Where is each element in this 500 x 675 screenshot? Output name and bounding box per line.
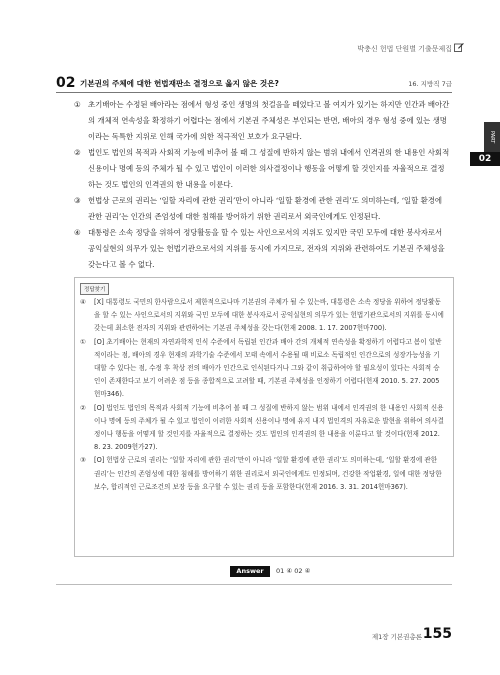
explanation-item [80,454,444,494]
explanation-item [80,296,444,336]
option-mark: ④ [74,228,81,237]
option-item [74,193,450,225]
option-mark: ② [74,148,81,157]
question-title: 기본권의 주체에 대한 헌법재판소 결정으로 옳지 않은 것은? [80,79,279,88]
question-number: 02 [56,75,76,91]
explanation-text: [O] 초기배아는 현재의 자연과학적 인식 수준에서 독립된 인간과 배아 간의 개체적 연속성을 확정하기 어렵다고 봄이 일반적이라는 점, 배아의 경우 현재의 과학기술 수준에서 모태 속에서 수용될 때 비로소 독립적인 인간으로의 성장가능성을 기대할 수 있다는 점, 수정 후 착상 전의 배아가 인간으로 인식된다거나 그와 같이 취급하여야 할 필요성이 있다는 사회적 승인이 존재한다고 보기 어려운 점 등을 종합적으로 고려할 때, 기본권 주체성을 인정하기 어렵다(헌재 2010. 5. 27. 2005헌마346). [94,337,442,399]
answer-bar [230,566,310,577]
option-mark: ① [74,100,81,109]
explanation-label: 정답찾기 [80,283,109,295]
pencil-icon [454,42,464,52]
explanation-mark: ④ [80,298,86,306]
header-title: 박충신 헌법 단원별 기출문제집 [357,45,452,53]
footer-chapter: 제1장 기본권총론 [371,633,422,641]
explanation-text: [O] 헌법상 근로의 권리는 ‘일할 자리에 관한 권리’만이 아니라 ‘일할 환경에 관한 권리’도 의미하는데, ‘일할 환경에 관한 권리’는 인간의 존엄성에 대한 침해를 방어하기 위한 권리로서 외국인에게도 인정되며, 건강한 작업환경, 일에 대한 정당한 보수, 합리적인 근로조건의 보장 등을 요구할 수 있는 권리 등을 포함한다(헌재 2016. 3. 31. 2014헌마367). [94,456,442,491]
question-options [74,97,450,273]
question-divider [56,92,452,93]
option-item [74,225,450,273]
answer-value: 01 ④ 02 ④ [276,567,311,575]
question-source: 16. 지방직 7급 [408,80,452,88]
explanation-text: [X] 대통령도 국민의 한사람으로서 제한적으로나마 기본권의 주체가 될 수 있는바, 대통령은 소속 정당을 위하여 정당활동을 할 수 있는 사인으로서의 지위와 국민 모두에 대한 봉사자로서 공익실현의 의무가 있는 헌법기관으로서의 지위를 동시에 갖는데 최소한 전자의 지위와 관련하여는 기본권 주체성을 갖는다(헌재 2008. 1. 17. 2007헌마700). [94,298,444,333]
explanation-mark: ② [80,403,86,412]
part-number: 02 [470,152,500,166]
explanation-item [80,336,444,402]
option-mark: ③ [74,196,81,205]
explanation-mark: ① [80,337,86,346]
explanation-list [80,296,444,494]
explanation-text: [O] 법인도 법인의 목적과 사회적 기능에 비추어 볼 때 그 성질에 반하지 않는 범위 내에서 인격권의 한 내용인 사회적 신용이나 명예 등의 주체가 될 수 있고 법인이 이러한 사회적 신용이나 명예 유지 내지 법인격의 자유로운 발현을 위하여 의사결정이나 행동을 어떻게 할 것인지를 자율적으로 결정하는 것도 법인의 인격권의 한 내용을 이룬다고 할 것이다(헌재 2012. 8. 23. 2009헌가27). [94,403,444,452]
option-text: 초기배아는 수정된 배아라는 점에서 형성 중인 생명의 첫걸음을 떼었다고 볼 여지가 있기는 하지만 인간과 배아간의 개체적 연속성을 확정하기 어렵다는 점에서 기본권 주체성은 부인되는 반면, 배아의 경우 형성 중에 있는 생명이라는 독특한 지위로 인해 국가에 의한 적극적인 보호가 요구된다. [88,100,450,141]
option-text: 법인도 법인의 목적과 사회적 기능에 비추어 볼 때 그 성질에 반하지 않는 범위 내에서 인격권의 한 내용인 사회적 신용이나 명예 등의 주체가 될 수 있고 법인이 이러한 의사결정이나 행동을 어떻게 할 것인지를 자율적으로 결정하는 것도 법인의 인격권의 한 내용을 이룬다. [88,148,450,189]
part-side-tab [462,122,500,166]
option-item [74,97,450,145]
option-item [74,145,450,193]
footer-divider [56,584,452,585]
page-number: 155 [422,626,452,642]
explanation-mark: ③ [80,456,86,465]
explanation-item [80,402,444,455]
answer-label: Answer [230,566,270,577]
option-text: 대통령은 소속 정당을 위하여 정당활동을 할 수 있는 사인으로서의 지위도 있지만 국민 모두에 대한 봉사자로서 공익실현의 의무가 있는 헌법기관으로서의 지위를 동시에 가지므로, 전자의 지위와 관련하여도 기본권 주체성을 갖는다고 볼 수 없다. [88,228,445,269]
part-label: PART [484,122,500,152]
option-text: 헌법상 근로의 권리는 ‘일할 자리에 관한 권리’만이 아니라 ‘일할 환경에 관한 권리’도 의미하는데, ‘일할 환경에 관한 권리’는 인간의 존엄성에 대한 침해를 방어하기 위한 권리로서 외국인에게도 인정된다. [88,196,442,221]
